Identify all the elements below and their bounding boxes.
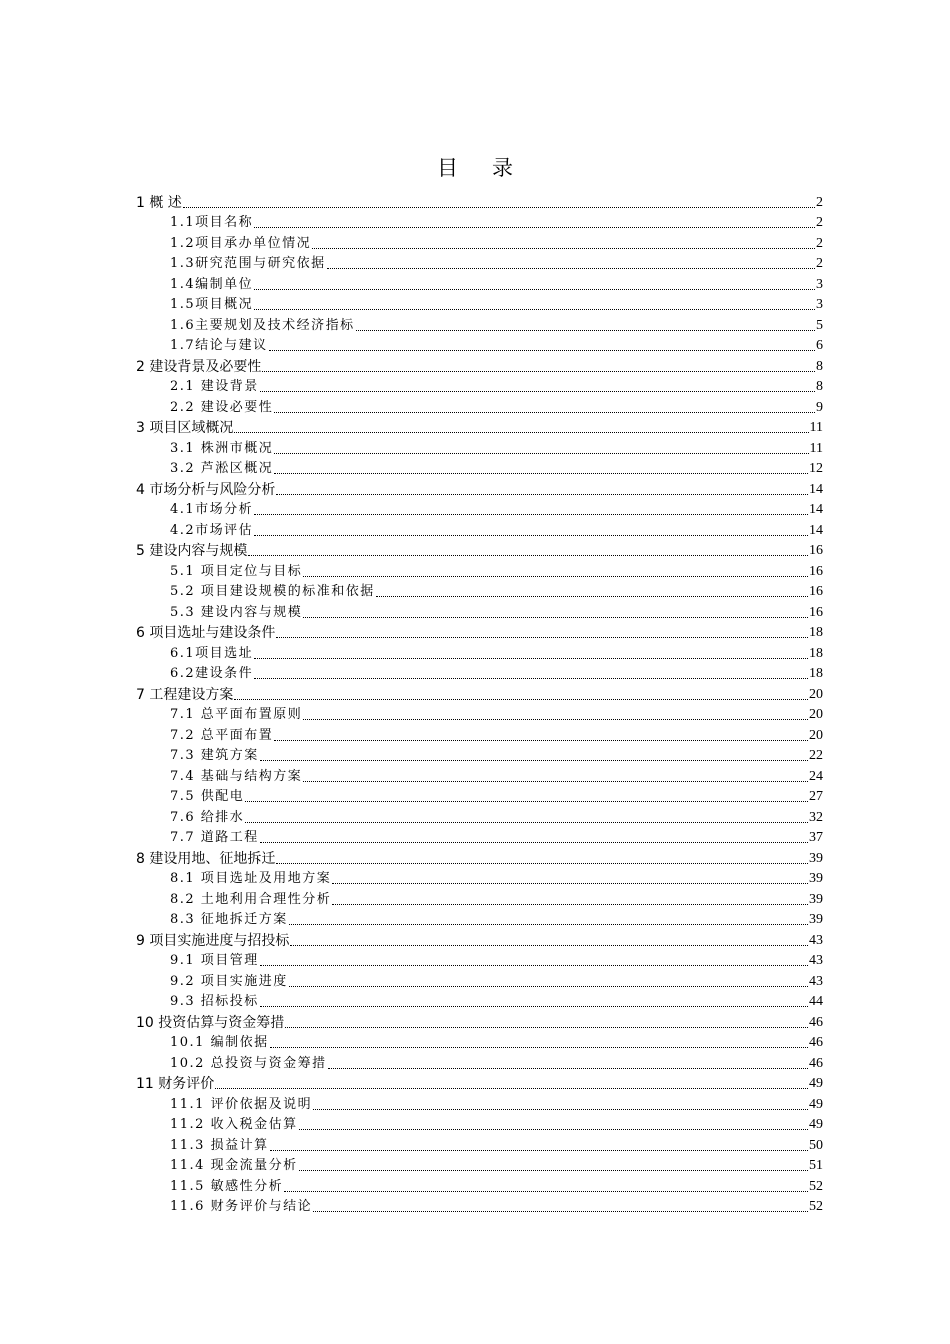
toc-dot-leader	[245, 821, 808, 823]
toc-entry-label: 5.3 建设内容与规模	[170, 604, 303, 620]
toc-section-entry[interactable]	[136, 1156, 823, 1177]
toc-section-entry[interactable]	[136, 951, 823, 972]
toc-entry-page-number: 46	[809, 1055, 823, 1071]
toc-dot-leader	[289, 923, 808, 925]
toc-dot-leader	[274, 452, 808, 454]
toc-entry-label: 9 项目实施进度与招投标	[136, 932, 290, 949]
toc-entry-label: 7.5 供配电	[170, 789, 245, 804]
toc-entry-label: 10.2 总投资与资金筹措	[170, 1055, 327, 1071]
toc-entry-label: 11.1 评价依据及说明	[170, 1096, 313, 1112]
toc-entry-page-number: 2	[816, 194, 823, 210]
toc-entry-label: 5 建设内容与规模	[136, 543, 248, 559]
toc-dot-leader	[285, 1026, 808, 1028]
toc-dot-leader	[313, 1108, 808, 1110]
toc-entry-page-number: 20	[809, 707, 823, 722]
toc-entry-page-number: 39	[809, 891, 823, 907]
toc-entry-label: 11 财务评价	[136, 1076, 215, 1092]
toc-entry-label: 1.5项目概况	[170, 297, 254, 312]
toc-section-entry[interactable]	[136, 910, 823, 931]
toc-chapter-entry[interactable]	[136, 192, 823, 213]
toc-entry-page-number: 16	[809, 543, 823, 558]
toc-entry-label: 11.6 财务评价与结论	[170, 1199, 313, 1214]
toc-chapter-entry[interactable]	[136, 1012, 823, 1033]
toc-entry-label: 10 投资估算与资金筹措	[136, 1014, 285, 1031]
toc-dot-leader	[254, 534, 808, 536]
toc-dot-leader	[254, 677, 808, 679]
toc-section-entry[interactable]	[136, 254, 823, 275]
toc-section-entry[interactable]	[136, 500, 823, 521]
toc-entry-label: 3 项目区域概况	[136, 420, 234, 436]
toc-dot-leader	[270, 1149, 808, 1151]
toc-entry-page-number: 8	[816, 358, 823, 374]
toc-dot-leader	[303, 575, 808, 577]
toc-dot-leader	[254, 226, 815, 228]
toc-entry-label: 4.1市场分析	[170, 502, 254, 517]
toc-dot-leader	[245, 800, 808, 802]
toc-entry-page-number: 8	[816, 379, 823, 394]
toc-entry-label: 11.2 收入税金估算	[170, 1117, 298, 1132]
toc-dot-leader	[276, 493, 808, 495]
toc-dot-leader	[299, 1169, 808, 1171]
toc-entry-label: 1.7结论与建议	[170, 338, 268, 353]
toc-entry-page-number: 12	[809, 461, 823, 476]
toc-section-entry[interactable]	[136, 1176, 823, 1197]
toc-entry-label: 3.1 株洲市概况	[170, 440, 274, 456]
toc-dot-leader	[328, 1067, 808, 1069]
toc-entry-page-number: 27	[809, 789, 823, 804]
toc-dot-leader	[299, 1128, 808, 1130]
toc-entry-page-number: 16	[809, 604, 823, 620]
toc-chapter-entry[interactable]	[136, 930, 823, 951]
toc-entry-page-number: 49	[809, 1096, 823, 1112]
toc-entry-label: 1.4编制单位	[170, 276, 254, 292]
toc-dot-leader	[312, 247, 815, 249]
toc-section-entry[interactable]	[136, 459, 823, 480]
toc-entry-label: 7.3 建筑方案	[170, 748, 259, 763]
toc-entry-label: 5.1 项目定位与目标	[170, 563, 303, 579]
toc-entry-label: 6.1项目选址	[170, 645, 254, 661]
toc-section-entry[interactable]	[136, 520, 823, 541]
toc-dot-leader	[276, 636, 808, 638]
toc-entry-page-number: 14	[809, 481, 823, 497]
toc-dot-leader	[234, 698, 808, 700]
toc-entry-page-number: 52	[809, 1178, 823, 1194]
toc-dot-leader	[274, 739, 808, 741]
toc-section-entry[interactable]	[136, 889, 823, 910]
toc-dot-leader	[248, 554, 808, 556]
toc-entry-label: 7 工程建设方案	[136, 686, 234, 703]
toc-entry-page-number: 9	[816, 399, 823, 415]
toc-chapter-entry[interactable]	[136, 1074, 823, 1095]
toc-section-entry[interactable]	[136, 787, 823, 808]
toc-dot-leader	[234, 431, 808, 433]
toc-dot-leader	[327, 267, 815, 269]
toc-dot-leader	[183, 206, 815, 208]
toc-entry-label: 3.2 芦淞区概况	[170, 461, 274, 476]
toc-entry-label: 11.3 损益计算	[170, 1137, 269, 1153]
toc-entry-label: 8.3 征地拆迁方案	[170, 912, 288, 927]
toc-dot-leader	[332, 882, 808, 884]
toc-entry-label: 8 建设用地、征地拆迁	[136, 850, 276, 867]
toc-section-entry[interactable]	[136, 725, 823, 746]
toc-entry-label: 9.3 招标投标	[170, 994, 259, 1009]
toc-section-entry[interactable]	[136, 274, 823, 295]
toc-dot-leader	[376, 595, 808, 597]
toc-section-entry[interactable]	[136, 582, 823, 603]
toc-section-entry[interactable]	[136, 1033, 823, 1054]
toc-entry-page-number: 39	[809, 912, 823, 927]
toc-entry-page-number: 52	[809, 1199, 823, 1214]
toc-dot-leader	[215, 1087, 808, 1089]
toc-entry-page-number: 49	[809, 1117, 823, 1132]
toc-entry-page-number: 6	[816, 338, 823, 353]
toc-chapter-entry[interactable]	[136, 541, 823, 562]
toc-dot-leader	[303, 718, 808, 720]
toc-chapter-entry[interactable]	[136, 418, 823, 439]
toc-entry-page-number: 43	[809, 973, 823, 989]
toc-section-entry[interactable]	[136, 705, 823, 726]
toc-dot-leader	[254, 288, 815, 290]
toc-dot-leader	[260, 964, 808, 966]
toc-entry-page-number: 3	[816, 276, 823, 292]
toc-entry-label: 11.4 现金流量分析	[170, 1158, 298, 1173]
toc-section-entry[interactable]	[136, 1053, 823, 1074]
toc-dot-leader	[260, 841, 808, 843]
toc-dot-leader	[270, 1046, 808, 1048]
toc-entry-label: 7.7 道路工程	[170, 830, 259, 845]
toc-entry-page-number: 11	[809, 440, 823, 456]
toc-entry-page-number: 2	[816, 256, 823, 271]
toc-entry-page-number: 46	[809, 1014, 823, 1030]
toc-entry-label: 10.1 编制依据	[170, 1035, 269, 1050]
toc-chapter-entry[interactable]	[136, 479, 823, 500]
toc-entry-page-number: 39	[809, 871, 823, 886]
toc-section-entry[interactable]	[136, 643, 823, 664]
toc-dot-leader	[289, 985, 808, 987]
toc-dot-leader	[356, 329, 815, 331]
toc-entry-label: 1 概 述	[136, 194, 182, 211]
toc-entry-label: 11.5 敏感性分析	[170, 1178, 284, 1194]
toc-entry-label: 2 建设背景及必要性	[136, 358, 262, 375]
toc-entry-label: 8.1 项目选址及用地方案	[170, 871, 332, 886]
toc-entry-page-number: 16	[809, 563, 823, 579]
toc-entry-label: 4 市场分析与风险分析	[136, 481, 276, 498]
toc-section-entry[interactable]	[136, 602, 823, 623]
toc-list	[136, 192, 823, 1217]
toc-section-entry[interactable]	[136, 438, 823, 459]
toc-section-entry[interactable]	[136, 992, 823, 1013]
toc-section-entry[interactable]	[136, 1197, 823, 1218]
toc-entry-page-number: 18	[809, 666, 823, 681]
toc-entry-page-number: 49	[809, 1076, 823, 1091]
toc-section-entry[interactable]	[136, 233, 823, 254]
toc-entry-label: 6.2建设条件	[170, 666, 254, 681]
toc-section-entry[interactable]	[136, 213, 823, 234]
toc-section-entry[interactable]	[136, 377, 823, 398]
toc-entry-page-number: 51	[809, 1158, 823, 1173]
toc-dot-leader	[254, 308, 815, 310]
toc-dot-leader	[269, 349, 815, 351]
toc-entry-label: 1.1项目名称	[170, 215, 254, 230]
toc-entry-label: 7.6 给排水	[170, 809, 245, 825]
toc-dot-leader	[290, 944, 808, 946]
toc-entry-page-number: 11	[809, 420, 823, 435]
toc-chapter-entry[interactable]	[136, 356, 823, 377]
toc-dot-leader	[274, 472, 808, 474]
toc-title: 目录	[437, 156, 547, 180]
toc-entry-label: 7.1 总平面布置原则	[170, 707, 303, 722]
toc-section-entry[interactable]	[136, 1135, 823, 1156]
toc-dot-leader	[303, 616, 808, 618]
toc-entry-label: 5.2 项目建设规模的标准和依据	[170, 584, 375, 599]
toc-entry-label: 9.2 项目实施进度	[170, 973, 288, 989]
toc-entry-label: 7.2 总平面布置	[170, 727, 274, 743]
toc-dot-leader	[260, 759, 808, 761]
toc-section-entry[interactable]	[136, 397, 823, 418]
toc-entry-label: 2.1 建设背景	[170, 379, 259, 394]
toc-entry-label: 7.4 基础与结构方案	[170, 768, 303, 784]
toc-section-entry[interactable]	[136, 336, 823, 357]
toc-entry-page-number: 39	[809, 850, 823, 866]
toc-chapter-entry[interactable]	[136, 848, 823, 869]
toc-dot-leader	[274, 411, 815, 413]
toc-entry-page-number: 14	[809, 502, 823, 517]
toc-entry-page-number: 16	[809, 584, 823, 599]
toc-entry-label: 1.3研究范围与研究依据	[170, 256, 326, 271]
toc-entry-page-number: 43	[809, 953, 823, 968]
toc-entry-label: 2.2 建设必要性	[170, 399, 274, 415]
toc-section-entry[interactable]	[136, 828, 823, 849]
toc-entry-label: 1.6主要规划及技术经济指标	[170, 317, 355, 333]
toc-entry-label: 6 项目选址与建设条件	[136, 625, 276, 641]
toc-section-entry[interactable]	[136, 664, 823, 685]
toc-dot-leader	[262, 370, 815, 372]
toc-entry-page-number: 50	[809, 1137, 823, 1153]
toc-dot-leader	[260, 390, 815, 392]
toc-entry-page-number: 18	[809, 625, 823, 640]
toc-chapter-entry[interactable]	[136, 684, 823, 705]
toc-section-entry[interactable]	[136, 766, 823, 787]
toc-dot-leader	[260, 1005, 808, 1007]
toc-section-entry[interactable]	[136, 807, 823, 828]
toc-entry-page-number: 18	[809, 645, 823, 661]
toc-entry-page-number: 44	[809, 994, 823, 1009]
toc-entry-page-number: 14	[809, 522, 823, 538]
toc-section-entry[interactable]	[136, 561, 823, 582]
toc-entry-page-number: 2	[816, 235, 823, 251]
toc-entry-label: 1.2项目承办单位情况	[170, 235, 312, 251]
toc-entry-page-number: 3	[816, 297, 823, 312]
toc-entry-page-number: 2	[816, 215, 823, 230]
toc-dot-leader	[276, 862, 808, 864]
toc-section-entry[interactable]	[136, 1115, 823, 1136]
toc-entry-page-number: 32	[809, 809, 823, 825]
toc-entry-page-number: 46	[809, 1035, 823, 1050]
toc-entry-page-number: 43	[809, 932, 823, 948]
toc-entry-page-number: 22	[809, 748, 823, 763]
toc-section-entry[interactable]	[136, 746, 823, 767]
toc-entry-page-number: 5	[816, 317, 823, 333]
toc-section-entry[interactable]	[136, 869, 823, 890]
toc-entry-page-number: 24	[809, 768, 823, 784]
toc-dot-leader	[313, 1210, 808, 1212]
toc-section-entry[interactable]	[136, 1094, 823, 1115]
toc-entry-label: 9.1 项目管理	[170, 953, 259, 968]
toc-entry-label: 8.2 土地利用合理性分析	[170, 891, 332, 907]
toc-section-entry[interactable]	[136, 315, 823, 336]
toc-entry-label: 4.2市场评估	[170, 522, 254, 538]
toc-entry-page-number: 20	[809, 686, 823, 702]
toc-dot-leader	[284, 1190, 808, 1192]
toc-dot-leader	[254, 657, 808, 659]
toc-dot-leader	[303, 780, 808, 782]
toc-entry-page-number: 20	[809, 727, 823, 743]
toc-section-entry[interactable]	[136, 971, 823, 992]
toc-section-entry[interactable]	[136, 295, 823, 316]
toc-entry-page-number: 37	[809, 830, 823, 845]
toc-chapter-entry[interactable]	[136, 623, 823, 644]
toc-dot-leader	[254, 513, 808, 515]
toc-dot-leader	[332, 903, 808, 905]
